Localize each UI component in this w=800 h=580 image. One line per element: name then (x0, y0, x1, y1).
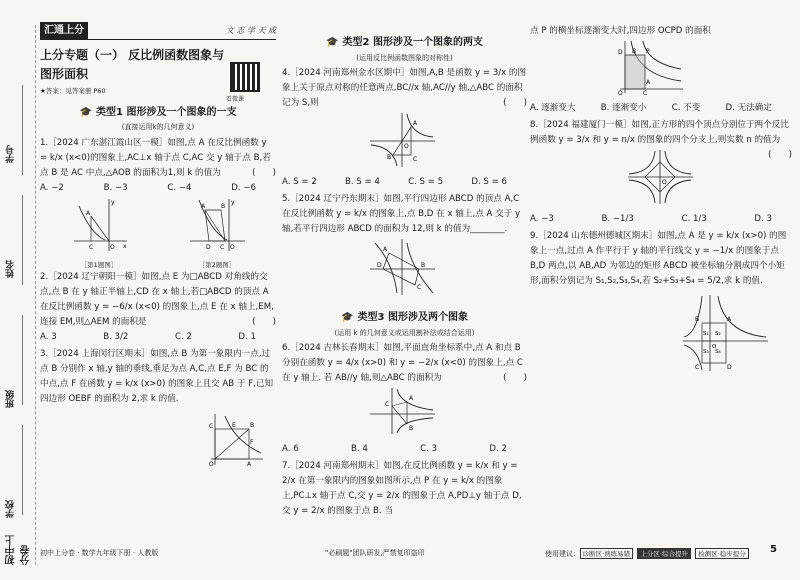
q4-stem: 4.［2024 河南郑州金水区期中］如图,A,B 是函数 y = 3/x 的图象上关于原点对称的任意两点,BC//x 轴,AC//y 轴,△ABC 的面积记为 S,则 (282, 67, 527, 108)
fig7-label-p: P (646, 48, 650, 56)
student-id-label: 学号 (6, 145, 16, 163)
answer-reference: ★答案：见答案册 P60 (40, 87, 106, 96)
brand-header (40, 22, 276, 40)
fig1-label-o: O (110, 243, 115, 251)
fig1-label-a: A (86, 209, 91, 217)
q7-option-c[interactable]: C. 不变 (671, 103, 701, 114)
figure-6-graph (367, 386, 437, 436)
qr-code-icon[interactable] (230, 62, 260, 92)
figure-9-graph (680, 293, 770, 373)
question-9 (530, 229, 792, 289)
q6-stem: 6.［2024 吉林长春期末］如图,平面直角坐标系中,点 A 和点 B 分别在函数 y = 4/x (x>0) 和 y = −2/x (x<0) 的图象上,点 C 在 y 轴上. 若 AB//y 轴,则△ABC 的面积为 (282, 342, 523, 383)
column-left (40, 22, 276, 473)
figure-8-graph (625, 148, 695, 206)
q2-option-b[interactable]: B. 3/2 (103, 331, 129, 342)
fig4-label-a: A (413, 119, 418, 127)
q7-cont-stem: 点 P 的横坐标逐渐变大时,四边形 OCPD 的面积 (530, 26, 711, 36)
q7-options (530, 101, 792, 116)
brand-logo: 汇通上分 (40, 22, 88, 40)
q6-option-d[interactable]: D. 2 (489, 443, 507, 454)
fig1-label-y: y (111, 198, 115, 206)
fig2-label-o: O (230, 243, 235, 251)
brand-vertical: 初中上分卷 (6, 535, 32, 565)
graduation-cap-icon: 🎓 (341, 312, 354, 324)
page-number: 5 (770, 544, 777, 555)
q4-option-b[interactable]: B. S = 4 (344, 176, 380, 187)
student-id-line (22, 85, 23, 175)
school-label: 学校 (6, 500, 16, 518)
question-6 (282, 341, 527, 386)
figure-1 (69, 196, 129, 268)
q7-option-a[interactable]: A. 逐渐变大 (530, 103, 576, 114)
q4-option-c[interactable]: C. S = 5 (408, 176, 444, 187)
question-3 (40, 347, 276, 407)
q7-option-d[interactable]: D. 无法确定 (725, 103, 772, 114)
name-label: 姓名 (6, 260, 16, 278)
q8-option-c[interactable]: C. 1/3 (681, 214, 707, 225)
type2-hint: (运用反比例函数图象的对称性) (356, 53, 453, 62)
q1-option-b[interactable]: B. −3 (103, 182, 128, 193)
footer-mid: "必刷题"团队研发,严禁复印盗印 (325, 549, 425, 557)
q8-option-a[interactable]: A. −3 (530, 214, 554, 225)
q2-option-d[interactable]: D. 1 (238, 331, 256, 342)
question-4 (282, 66, 527, 111)
fig6-label-a: A (409, 394, 414, 402)
q4-option-a[interactable]: A. S = 2 (282, 176, 317, 187)
column-middle (282, 22, 527, 519)
figure-3-graph (205, 411, 265, 467)
fig6-label-c: C (385, 400, 390, 408)
q2-options (40, 330, 276, 345)
fig2-label-a: A (201, 202, 206, 210)
fig9-label-a: A (727, 316, 732, 324)
q2-stem: 2.［2024 辽宁朝阳一模］如图,点 E 为□ABCD 对角线的交点,点 B 在 y 轴正半轴上,CD 在 x 轴上,若□ABCD 的顶点 A 在反比例函数 y = −6/x (x<0) 的图象上,点 E 在 x 轴上,EM,连接 EM,则△AEM 的面积是 (40, 271, 274, 327)
q2-answer-paren[interactable]: ( ) (252, 316, 276, 327)
class-line (22, 315, 23, 405)
fig6-label-b: B (409, 424, 414, 432)
q6-option-b[interactable]: B. 4 (351, 443, 368, 454)
figures-q1-q2 (40, 196, 276, 268)
fig9-label-o: O (712, 344, 717, 351)
type3-title: 类型3 图形涉及两个图象 (357, 312, 468, 324)
fig3-label-e: E (232, 421, 236, 429)
q1-option-d[interactable]: D. −6 (231, 182, 256, 193)
fig3-label-b: B (250, 421, 255, 429)
q8-stem: 8.［2024 福建厦门一模］如图,正方形的四个顶点分别位于两个反比例函数 y = 3/x 和 y = n/x 的图象的四个分支上,则实数 n 的值为 (530, 120, 789, 146)
binding-strip (0, 25, 36, 565)
fig9-label-b: B (695, 316, 700, 324)
topic-title: 上分专题（一） 反比例函数图象与图形面积 (40, 48, 225, 82)
fig3-label-f: F (250, 438, 254, 446)
fig9-label-s1: S₁ (703, 331, 709, 338)
fig4-label-o: O (404, 142, 409, 150)
fig5-label-b: B (421, 262, 426, 269)
q6-answer-paren[interactable]: ( ) (503, 372, 527, 383)
type1-heading (40, 104, 276, 122)
type1-hint: (直接运用k的几何意义) (121, 123, 195, 132)
fig5-label-a: A (383, 246, 388, 253)
q8-options (530, 212, 792, 227)
fig5-label-c: C (417, 284, 422, 291)
q6-option-a[interactable]: A. 6 (282, 443, 299, 454)
type3-hint: (运用 k 的几何意义或运用割补法或结合运用) (334, 328, 475, 337)
fig8-label-o: O (662, 179, 667, 187)
fig1-label-x: x (123, 242, 127, 250)
question-7 (282, 459, 527, 519)
figure-1-caption: ［第1题图］ (80, 260, 118, 269)
figure-2-caption: ［第2题图］ (198, 260, 236, 269)
fig9-label-s2: S₂ (715, 331, 721, 338)
graduation-cap-icon: 🎓 (326, 37, 339, 48)
fig2-label-y: y (231, 198, 235, 206)
q4-option-d[interactable]: D. S = 6 (471, 176, 507, 187)
q8-option-d[interactable]: D. 3 (754, 214, 772, 225)
q5-stem: 5.［2024 辽宁丹东期末］如图,平行四边形 ABCD 的顶点 A,C 在反比例函数 y = k/x 的图象上,点 B,D 在 x 轴上,点 A 交于 y 轴,若平行四边形 ABCD 的面积为 12,则 k 的值为________. (282, 193, 521, 234)
question-8 (530, 118, 792, 161)
fig4-label-c: C (413, 155, 418, 163)
q7-option-b[interactable]: B. 逐渐变小 (600, 103, 647, 114)
q1-options (40, 181, 276, 196)
brand-slogan: 文 志 学 天 成 (225, 25, 276, 35)
fig3-label-o: O (209, 460, 214, 467)
q8-answer-paren[interactable]: ( ) (768, 150, 792, 161)
school-line (22, 425, 23, 515)
type2-heading (282, 34, 527, 52)
type1-title: 类型1 图形涉及一个图象的一支 (96, 106, 237, 118)
type2-title: 类型2 图形涉及一个图象的两支 (342, 37, 483, 48)
fig2-label-d: D (206, 243, 211, 251)
footer-usage (545, 548, 749, 559)
fig7-label-c: C (643, 90, 648, 96)
fig1-label-c: C (89, 243, 94, 251)
fig7-label-d: D (618, 49, 623, 57)
fig4-label-b: B (387, 153, 392, 161)
q9-stem: 9.［2024 山东德州德城区期末］如图,点 A 是 y = k/x (x>0) 的图象上一点,过点 A 作平行于 y 轴的平行线交 y = −1/x 的图象于点 B,D 两点,以 AB,AD 为邻边的矩形 ABCD 被坐标轴分割成四个小矩形,面积分别记为 S₁,S₂,S₃,S₄,若 S₂+S₃+S₄ = 5/2,求 k 的值. (530, 231, 787, 287)
usage-label: 使用建议: (545, 550, 576, 558)
q4-options (282, 175, 527, 190)
figure-4-graph (367, 111, 437, 169)
q1-stem: 1.［2024 广东湛江霞山区一模］如图,点 A 在反比例函数 y = k/x (x<0)的图象上,AC⊥x 轴于点 C,AC 交 y 轴于点 B,若点 B 是 AC 中点,△AOB 的面积为1,则 k 的值为 (40, 137, 271, 178)
q7-stem: 7.［2024 河南郑州期末］如图,在反比例函数 y = k/x 和 y = 2/x 在第一象限内的图象如图所示,点 P 在 y = k/x 的图象上,PC⊥x 轴于点 C,交 y = 2/x 的图象于点 A,PD⊥y 轴于点 D,交 y = 2/x 的图象于点 B. 当 (282, 460, 522, 517)
q8-option-b[interactable]: B. −1/3 (601, 214, 634, 225)
name-line (22, 195, 23, 285)
fig7-label-a: A (646, 79, 651, 87)
fig2-label-c: C (220, 243, 225, 251)
figure-2-graph (187, 196, 247, 254)
q1-answer-paren[interactable]: ( ) (252, 167, 276, 178)
fig7-label-o: O (618, 90, 623, 96)
q2-option-c[interactable]: C. 2 (174, 331, 192, 342)
question-2 (40, 270, 276, 345)
q4-answer-paren[interactable]: ( ) (503, 97, 527, 108)
fig9-label-c: C (695, 364, 700, 372)
fig3-label-a: A (247, 460, 252, 467)
fig5-label-d: D (377, 262, 382, 269)
diagnose-zone-badge: 诊断区·熟练易错 (580, 548, 634, 559)
q1-option-c[interactable]: C. −4 (167, 182, 192, 193)
q6-options (282, 442, 527, 457)
figure-5-graph (367, 237, 437, 297)
question-5 (282, 192, 527, 237)
figure-2 (187, 196, 247, 268)
class-label: 班级 (6, 390, 16, 408)
q1-option-a[interactable]: A. −2 (40, 182, 64, 193)
fig9-label-s3: S₃ (703, 349, 709, 356)
question-1 (40, 136, 276, 196)
fig9-label-s4: S₄ (715, 349, 721, 356)
boost-zone-badge: 上分区·综合提升 (637, 548, 691, 559)
question-7-continued (530, 24, 792, 39)
footer-left: 初中上分卷 · 数学九年级下册 · 人教版 (40, 549, 159, 557)
fig7-label-b: B (632, 48, 637, 56)
test-zone-badge: 检测区·稳步提分 (695, 548, 749, 559)
column-right (530, 22, 792, 379)
qr-label: 看微课 (226, 96, 245, 103)
q2-option-a[interactable]: A. 3 (40, 331, 57, 342)
q6-option-c[interactable]: C. 3 (420, 443, 438, 454)
figure-7-graph (615, 39, 685, 95)
graduation-cap-icon: 🎓 (79, 106, 92, 118)
fig3-label-c: C (209, 422, 214, 430)
fig2-label-b: B (221, 202, 226, 210)
fig9-label-d: D (727, 364, 732, 372)
figure-1-graph (69, 196, 129, 254)
type3-heading (282, 309, 527, 327)
q3-stem: 3.［2024 上海闵行区期末］如图,点 B 为第一象限内一点,过点 B 分别作 x 轴,y 轴的垂线,垂足为点 A,C,点 E,F 为 BC 的中点,点 F 在函数 y = k/x (x>0) 的图象上且交 AB 于 F,已知四边形 OEBF 的面积为 2,求 k 的值. (40, 348, 274, 404)
